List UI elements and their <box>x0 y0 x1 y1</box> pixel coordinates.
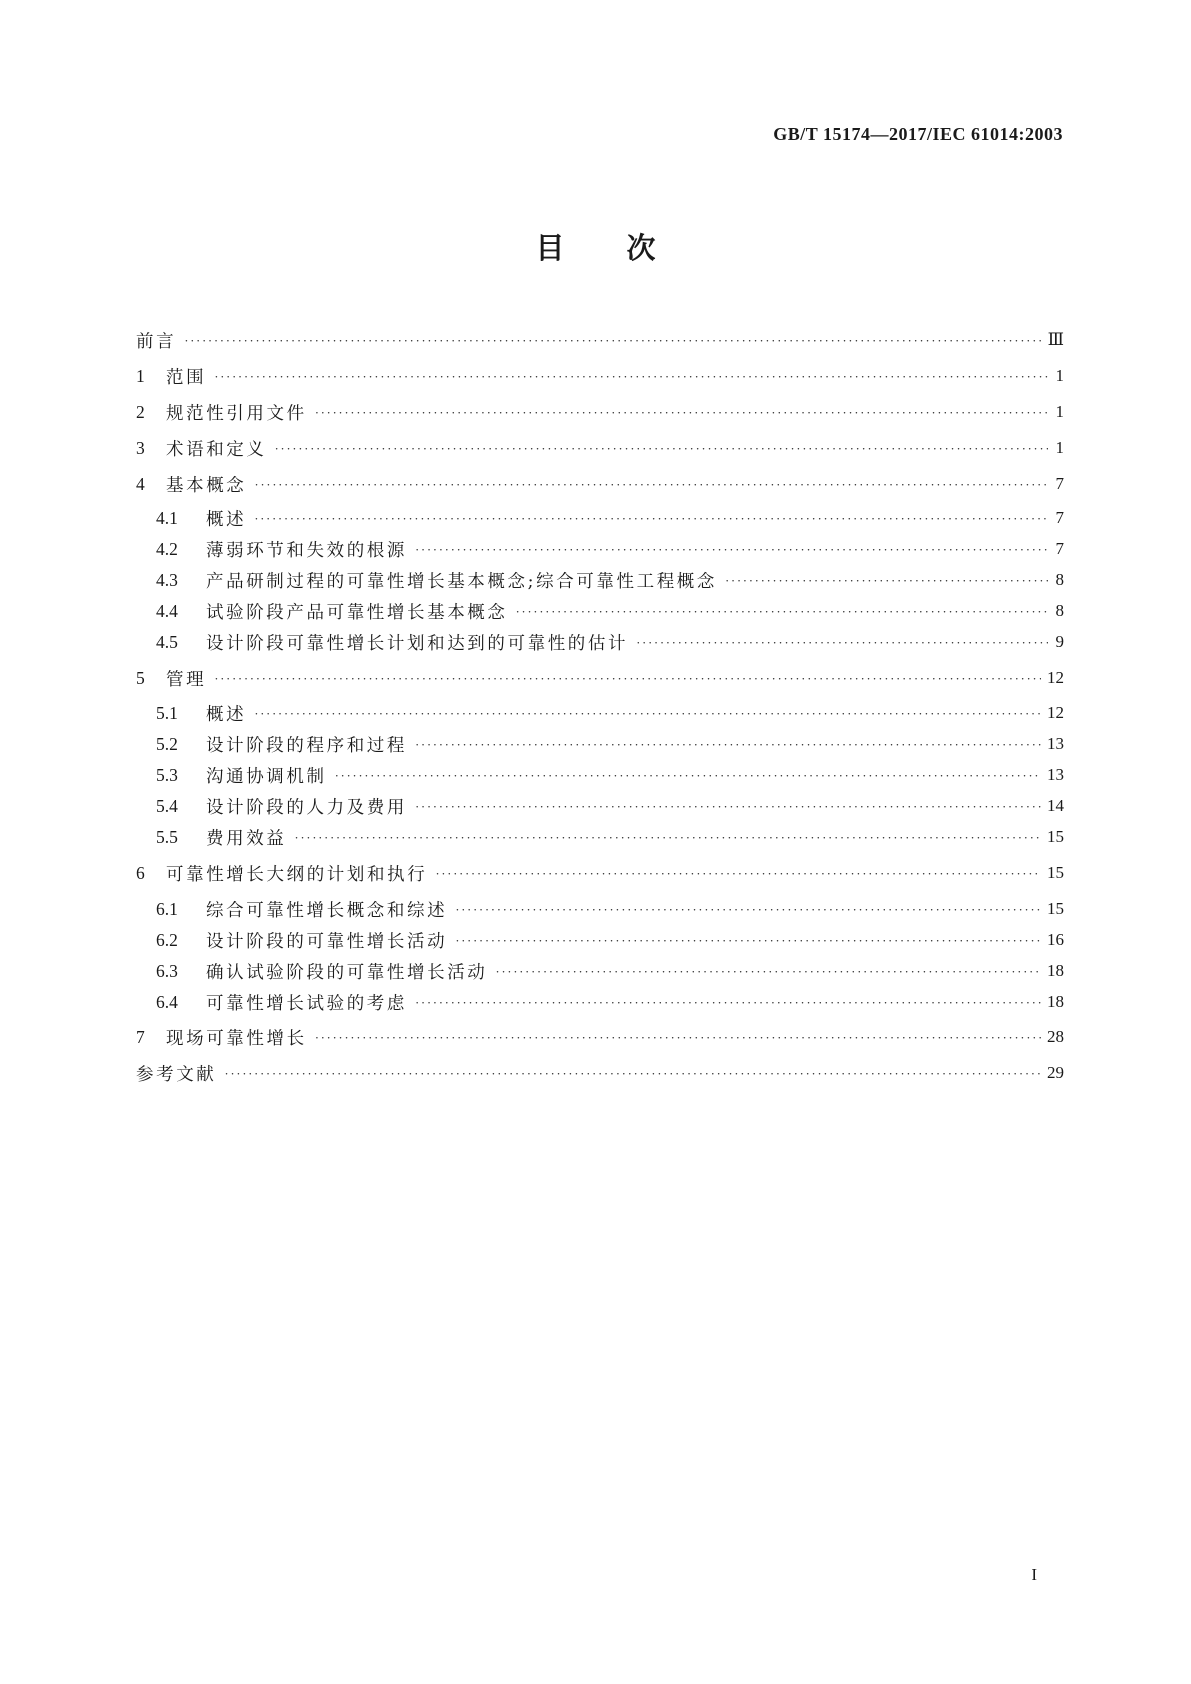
dot-leader <box>415 799 1041 815</box>
toc-entry-label: 确认试验阶段的可靠性增长活动 <box>206 962 488 983</box>
toc-entry-page: 7 <box>1055 539 1064 558</box>
toc-entry-label: 前言 <box>136 331 177 352</box>
dot-leader <box>636 635 1048 651</box>
toc-entry-foreword[interactable] <box>136 326 1064 354</box>
dot-leader <box>294 830 1041 846</box>
toc-entry-number: 5.4 <box>156 795 178 816</box>
toc-entry-page: 18 <box>1047 961 1064 980</box>
toc-entry-label: 可靠性增长大纲的计划和执行 <box>166 864 428 885</box>
toc-entry-page: 12 <box>1047 703 1064 722</box>
toc-entry-label: 术语和定义 <box>166 439 267 460</box>
toc-entry-label: 管理 <box>166 669 207 690</box>
toc-entry-page: 1 <box>1055 402 1064 421</box>
dot-leader <box>435 866 1041 882</box>
toc-entry[interactable] <box>136 398 1064 426</box>
dot-leader <box>214 671 1041 687</box>
toc-entry-number: 3 <box>136 437 145 458</box>
toc-entry[interactable] <box>156 597 1064 625</box>
dot-leader <box>224 1066 1041 1082</box>
toc-entry-number: 6.2 <box>156 929 178 950</box>
toc-entry-page: Ⅲ <box>1047 330 1064 349</box>
toc-entry-page: 13 <box>1047 734 1064 753</box>
standard-number: GB/T 15174—2017/IEC 61014:2003 <box>773 124 1063 144</box>
dot-leader <box>335 768 1041 784</box>
dot-leader <box>516 604 1049 620</box>
toc-entry-page: 9 <box>1055 632 1064 651</box>
toc-entry-page: 12 <box>1047 668 1064 687</box>
toc-entry-label: 综合可靠性增长概念和综述 <box>206 900 448 921</box>
toc-entry[interactable] <box>156 535 1064 563</box>
toc-entry[interactable] <box>136 434 1064 462</box>
toc-entry-number: 5.5 <box>156 826 178 847</box>
toc-entry[interactable] <box>156 699 1064 727</box>
toc-entry-label: 薄弱环节和失效的根源 <box>206 540 407 561</box>
toc-entry-number: 2 <box>136 401 145 422</box>
toc-entry-number: 4.2 <box>156 538 178 559</box>
toc-entry-page: 18 <box>1047 992 1064 1011</box>
toc-entry-label: 概述 <box>206 704 247 725</box>
toc-entry[interactable] <box>156 926 1064 954</box>
toc-entry-number: 5 <box>136 667 145 688</box>
toc-entry-number: 6.1 <box>156 898 178 919</box>
toc-entry[interactable] <box>156 504 1064 532</box>
toc-entry-number: 6.4 <box>156 991 178 1012</box>
toc-entry-label: 设计阶段的人力及费用 <box>206 797 407 818</box>
toc-entry-page: 13 <box>1047 765 1064 784</box>
toc-entry-label: 设计阶段的可靠性增长活动 <box>206 931 448 952</box>
dot-leader <box>315 1030 1041 1046</box>
toc-entry-label: 参考文献 <box>136 1064 217 1085</box>
toc-entry-page: 7 <box>1055 508 1064 527</box>
toc-entry-number: 5.2 <box>156 733 178 754</box>
toc-entry[interactable] <box>156 792 1064 820</box>
toc-entry-label: 规范性引用文件 <box>166 403 307 424</box>
dot-leader <box>455 933 1041 949</box>
toc-entry-number: 4.3 <box>156 569 178 590</box>
toc-entry-label: 概述 <box>206 509 247 530</box>
toc-entry-number: 5.3 <box>156 764 178 785</box>
toc-entry-number: 4.4 <box>156 600 178 621</box>
toc-entry-page: 15 <box>1047 899 1064 918</box>
toc-entry-label: 设计阶段可靠性增长计划和达到的可靠性的估计 <box>206 633 629 654</box>
toc-entry-page: 15 <box>1047 827 1064 846</box>
dot-leader <box>254 706 1041 722</box>
toc-entry-page: 8 <box>1055 601 1064 620</box>
dot-leader <box>415 542 1048 558</box>
toc-entry[interactable] <box>156 761 1064 789</box>
page-title: 目次 <box>535 231 718 265</box>
dot-leader <box>275 441 1049 457</box>
toc-entry-label: 产品研制过程的可靠性增长基本概念;综合可靠性工程概念 <box>206 571 717 592</box>
toc-entry-page: 1 <box>1055 366 1064 385</box>
toc-entry-page: 7 <box>1055 474 1064 493</box>
dot-leader <box>725 573 1048 589</box>
toc-entry[interactable] <box>156 823 1064 851</box>
toc-entry-page: 8 <box>1055 570 1064 589</box>
toc-entry-number: 5.1 <box>156 702 178 723</box>
toc-entry[interactable] <box>156 895 1064 923</box>
toc-entry[interactable] <box>136 470 1064 498</box>
toc-entry[interactable] <box>156 566 1064 594</box>
toc-entry-references[interactable] <box>136 1059 1064 1087</box>
toc-entry-page: 16 <box>1047 930 1064 949</box>
toc-entry[interactable] <box>136 859 1064 887</box>
toc-entry-page: 15 <box>1047 863 1064 882</box>
toc-entry-number: 4.5 <box>156 631 178 652</box>
dot-leader <box>254 477 1048 493</box>
dot-leader <box>415 737 1041 753</box>
toc-entry-label: 沟通协调机制 <box>206 766 327 787</box>
toc-entry-page: 29 <box>1047 1063 1064 1082</box>
dot-leader <box>415 995 1041 1011</box>
toc-entry-label: 现场可靠性增长 <box>166 1028 307 1049</box>
page-number: I <box>1031 1565 1037 1584</box>
toc-entry-page: 1 <box>1055 438 1064 457</box>
dot-leader <box>315 405 1048 421</box>
toc-entry[interactable] <box>136 664 1064 692</box>
toc-entry[interactable] <box>156 957 1064 985</box>
toc-entry-label: 基本概念 <box>166 475 247 496</box>
toc-entry-label: 设计阶段的程序和过程 <box>206 735 407 756</box>
toc-entry[interactable] <box>156 988 1064 1016</box>
toc-entry-label: 试验阶段产品可靠性增长基本概念 <box>206 602 508 623</box>
toc-entry-number: 4 <box>136 473 145 494</box>
dot-leader <box>495 964 1041 980</box>
toc-entry-page: 14 <box>1047 796 1064 815</box>
toc-entry-page: 28 <box>1047 1027 1064 1046</box>
dot-leader <box>184 333 1041 349</box>
toc-entry-number: 7 <box>136 1026 145 1047</box>
toc-entry-number: 4.1 <box>156 507 178 528</box>
toc-entry[interactable] <box>136 1023 1064 1051</box>
toc-entry[interactable] <box>136 362 1064 390</box>
dot-leader <box>214 369 1048 385</box>
toc-entry-number: 1 <box>136 365 145 386</box>
toc-entry-label: 费用效益 <box>206 828 287 849</box>
toc-entry-number: 6 <box>136 862 145 883</box>
dot-leader <box>254 511 1048 527</box>
toc-entry-label: 可靠性增长试验的考虑 <box>206 993 407 1014</box>
toc-entry-number: 6.3 <box>156 960 178 981</box>
toc-entry[interactable] <box>156 628 1064 656</box>
toc-entry-label: 范围 <box>166 367 207 388</box>
dot-leader <box>455 902 1041 918</box>
toc-entry[interactable] <box>156 730 1064 758</box>
